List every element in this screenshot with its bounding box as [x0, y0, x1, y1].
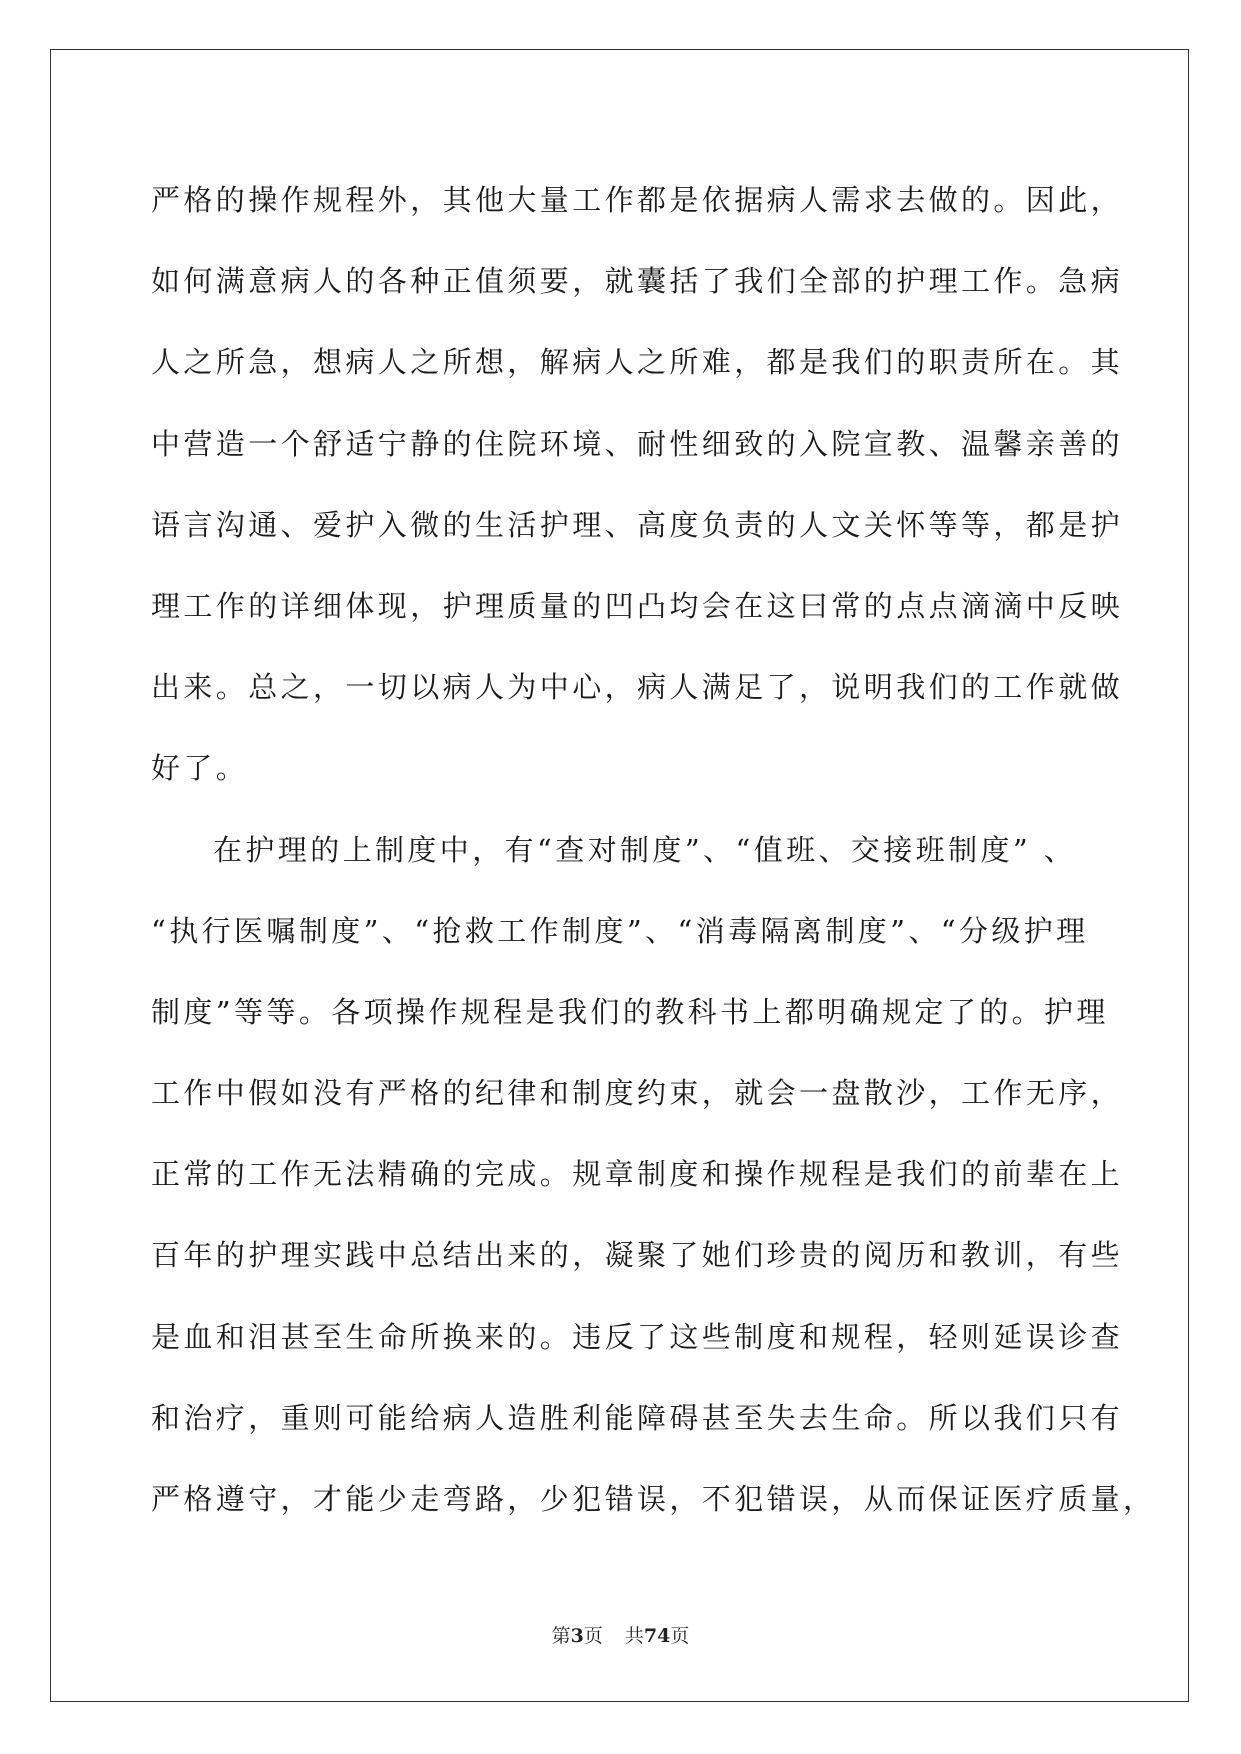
body-line: 和治疗，重则可能给病人造胜利能障碍甚至失去生命。所以我们只有: [151, 1400, 1124, 1435]
body-line: 正常的工作无法精确的完成。规章制度和操作规程是我们的前辈在上: [151, 1157, 1124, 1192]
body-line: “执行医嘱制度”、“抢救工作制度”、“消毒隔离制度”、“分级护理: [151, 913, 1089, 948]
total-suffix: 页: [670, 1625, 690, 1647]
body-line: 语言沟通、爱护入微的生活护理、高度负责的人文关怀等等，都是护: [151, 507, 1124, 542]
body-line: 严格遵守，才能少走弯路，少犯错误，不犯错误，从而保证医疗质量，: [151, 1482, 1156, 1516]
page-prefix: 第: [551, 1625, 571, 1647]
page-footer: [0, 1624, 1241, 1648]
body-line: 严格的操作规程外，其他大量工作都是依据病人需求去做的。因此，: [151, 183, 1124, 217]
body-line: 理工作的详细体现，护理质量的凹凸均会在这曰常的点点滴滴中反映: [151, 588, 1124, 623]
body-line: 出来。总之，一切以病人为中心，病人满足了，说明我们的工作就做: [151, 670, 1124, 705]
body-line: 是血和泪甚至生命所换来的。违反了这些制度和规程，轻则延误诊查: [151, 1319, 1124, 1354]
body-line: 制度”等等。各项操作规程是我们的教科书上都明确规定了的。护理: [151, 994, 1109, 1029]
total-prefix: 共: [624, 1625, 644, 1647]
total-pages: 74: [643, 1625, 671, 1647]
page-suffix: 页: [583, 1625, 603, 1647]
body-line: 百年的护理实践中总结出来的，凝聚了她们珍贵的阅历和教训，有些: [151, 1238, 1124, 1273]
document-body: [151, 160, 1156, 1540]
body-line: 中营造一个舒适宁静的住院环境、耐性细致的入院宣教、温馨亲善的: [151, 426, 1124, 461]
paragraph-start-line: 在护理的上制度中，有“查对制度”、“值班、交接班制度” 、: [213, 832, 1077, 867]
body-line: 如何满意病人的各种正值须要，就囊括了我们全部的护理工作。急病: [151, 264, 1124, 299]
body-line: 工作中假如没有严格的纪律和制度约束，就会一盘散沙，工作无序，: [151, 1076, 1124, 1111]
body-line: 人之所急，想病人之所想，解病人之所难，都是我们的职责所在。其: [151, 345, 1124, 380]
page-number: 3: [570, 1625, 584, 1647]
body-line: 好了。: [151, 751, 249, 786]
